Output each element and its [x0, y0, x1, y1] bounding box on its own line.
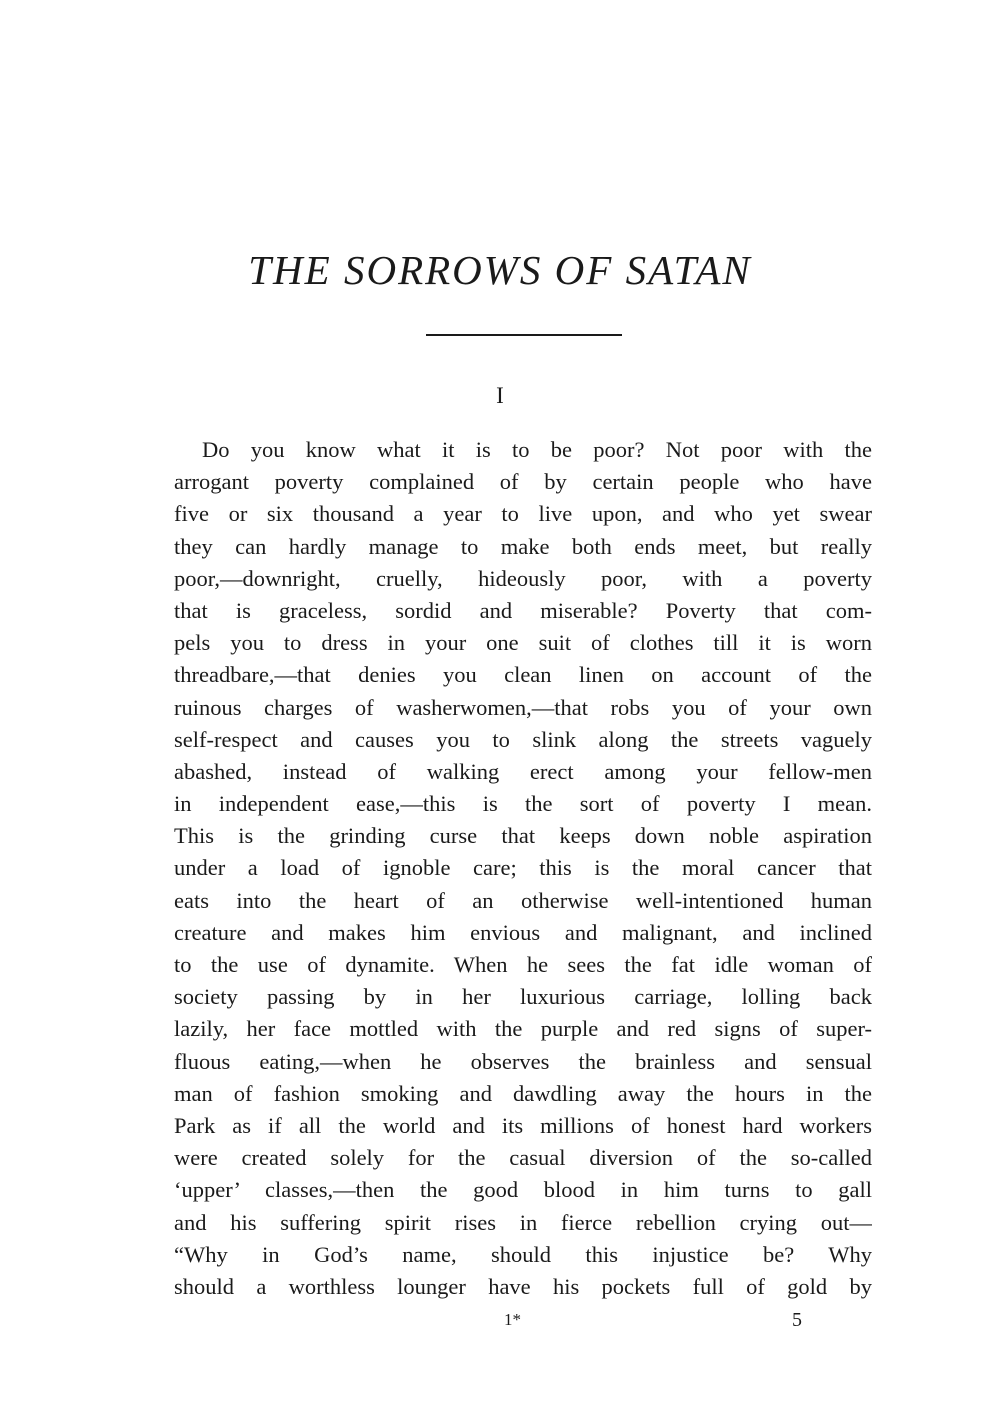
text-line: lazily, her face mottled with the purple and red signs of super-	[174, 1016, 872, 1042]
text-line: fluous eating,—when he observes the brainless and sensual	[174, 1048, 872, 1074]
chapter-number: I	[496, 383, 504, 408]
text-line: to the use of dynamite. When he sees the fat idle woman of	[174, 952, 872, 977]
text-line: threadbare,—that denies you clean linen on account of the	[174, 662, 872, 688]
text-line: abashed, instead of walking erect among your fellow-men	[174, 758, 872, 784]
text-line: “Why in God’s name, should this injustice be? Why	[174, 1241, 872, 1267]
text-line: eats into the heart of an otherwise well-intentioned human	[174, 887, 872, 913]
text-line: society passing by in her luxurious carriage, lolling back	[174, 984, 872, 1010]
text-line: self-respect and causes you to slink along the streets vaguely	[174, 726, 872, 752]
text-line: five or six thousand a year to live upon, and who yet swear	[174, 501, 872, 527]
text-line: poor,—downright, cruelly, hideously poor, with a poverty	[174, 565, 872, 591]
text-line: Do you know what it is to be poor? Not poor with the	[202, 437, 872, 462]
text-line: man of fashion smoking and dawdling away the hours in the	[174, 1080, 872, 1106]
chapter-text	[174, 434, 872, 1303]
text-line: should a worthless lounger have his pockets full of gold by	[174, 1273, 872, 1299]
text-line: under a load of ignoble care; this is the moral cancer that	[174, 855, 872, 881]
text-line: ‘upper’ classes,—then the good blood in him turns to gall	[174, 1177, 872, 1203]
text-line: arrogant poverty complained of by certain people who have	[174, 469, 872, 495]
text-line: Park as if all the world and its millions of honest hard workers	[174, 1112, 872, 1138]
title-rule	[426, 334, 622, 336]
text-line: that is graceless, sordid and miserable? Poverty that com-	[174, 597, 872, 623]
text-line: they can hardly manage to make both ends meet, but really	[174, 533, 872, 559]
text-line: pels you to dress in your one suit of clothes till it is worn	[174, 630, 872, 656]
page-number: 5	[792, 1309, 802, 1331]
book-title: THE SORROWS OF SATAN	[248, 247, 752, 293]
text-line: This is the grinding curse that keeps down noble aspiration	[174, 823, 872, 849]
text-line: were created solely for the casual diversion of the so-called	[174, 1145, 872, 1171]
text-line: ruinous charges of washerwomen,—that robs you of your own	[174, 694, 872, 720]
text-line: and his suffering spirit rises in fierce rebellion crying out—	[174, 1209, 872, 1235]
text-line: in independent ease,—this is the sort of poverty I mean.	[174, 791, 872, 817]
signature-mark: 1*	[504, 1310, 521, 1329]
text-line: creature and makes him envious and malignant, and inclined	[174, 919, 872, 945]
